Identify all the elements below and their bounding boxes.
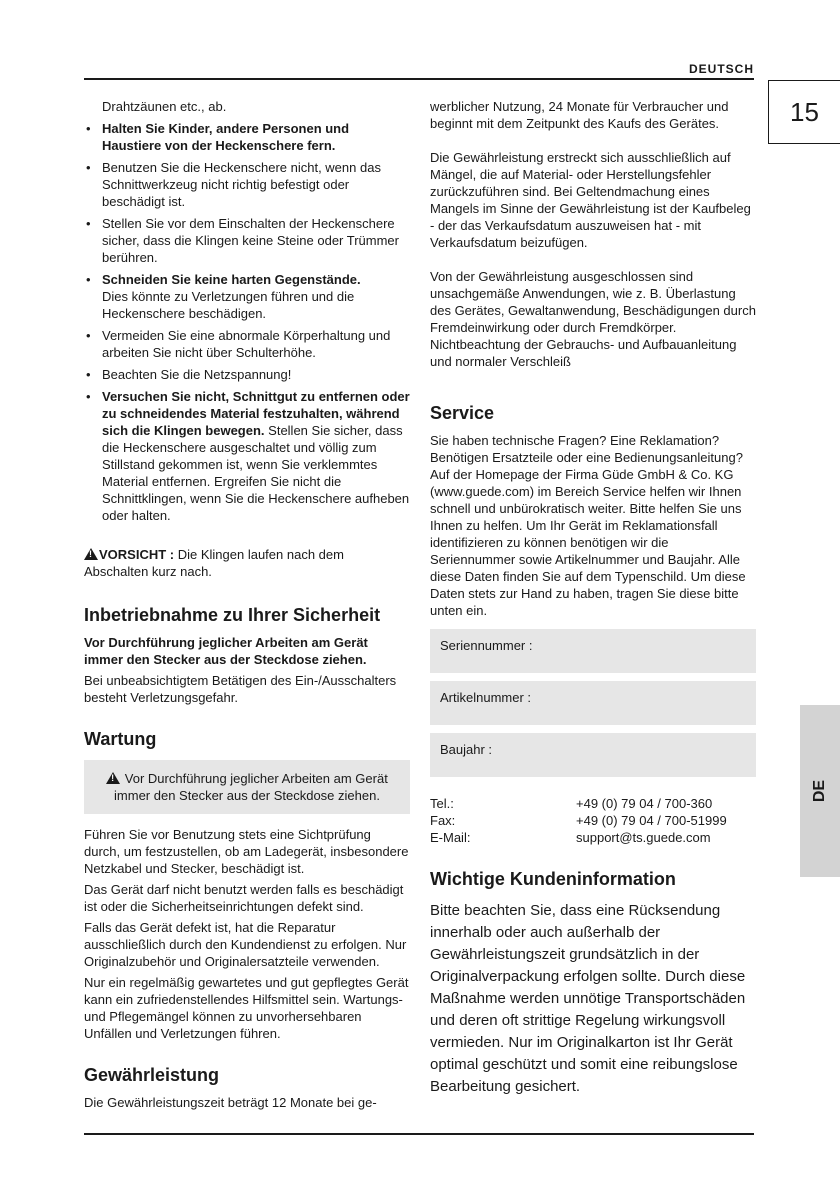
- paragraph: Führen Sie vor Benutzung stets eine Sichtprüfung durch, um festzustellen, ob am Ladegerät, insbesondere Netzkabel und Stecker, beschädigt ist.: [84, 827, 409, 876]
- year-field[interactable]: Baujahr :: [430, 733, 756, 777]
- section-inbetriebnahme: [84, 604, 410, 706]
- notice-box: ! Vor Durchführung jeglicher Arbeiten am Gerät immer den Stecker aus der Steckdose ziehen.: [84, 760, 410, 814]
- warning-icon: [106, 772, 120, 784]
- top-rule: [84, 78, 754, 80]
- section-title: Service: [430, 403, 495, 423]
- contact-block: [430, 795, 756, 846]
- language-side-tab: [800, 705, 840, 877]
- article-number-field[interactable]: Artikelnummer :: [430, 681, 756, 725]
- side-tab-label: DE: [810, 779, 828, 803]
- contact-row: Fax: +49 (0) 79 04 / 700-51999: [430, 813, 727, 828]
- section-gewaehrleistung: [84, 1064, 410, 1111]
- section-title: Wartung: [84, 729, 157, 749]
- paragraph: Sie haben technische Fragen? Eine Reklamation? Benötigen Ersatzteile oder eine Bedienungsanleitung? Auf der Homepage der Firma Güde GmbH & Co. KG (www.guede.com) im Bereich Service helfen wir Ihnen schnell und unbürokratisch weiter. Bitte helfen Sie uns Ihnen zu helfen. Um Ihr Gerät im Reklamationsfall identifizieren zu können benötigen wir die Seriennummer sowie Artikelnummer und Baujahr. Alle diese Daten finden Sie auf dem Typenschild. Um diese Daten stets zur Hand zu haben, tragen Sie diese bitte unten ein.: [430, 433, 746, 618]
- section-wartung: [84, 728, 410, 1042]
- paragraph: Das Gerät darf nicht benutzt werden falls es beschädigt ist oder die Sicherheitseinrichtungen defekt sind.: [84, 882, 404, 914]
- list-item: Drahtzäunen etc., ab.: [102, 99, 227, 114]
- bold-paragraph: Vor Durchführung jeglicher Arbeiten am Gerät immer den Stecker aus der Steckdose ziehen.: [84, 635, 368, 667]
- caution-note: !VORSICHT : Die Klingen laufen nach dem Abschalten kurz nach.: [84, 546, 410, 580]
- section-title: Wichtige Kundeninformation: [430, 869, 676, 889]
- serial-number-field[interactable]: Seriennummer :: [430, 629, 756, 673]
- section-kundeninformation: [430, 868, 756, 1098]
- list-item: • Schneiden Sie keine harten Gegenstände. Dies könnte zu Verletzungen führen und die Heckenschere beschädigen.: [84, 271, 410, 322]
- paragraph: Von der Gewährleistung ausgeschlossen sind unsachgemäße Anwendungen, wie z. B. Überlastung des Gerätes, Gewaltanwendung, Beschädigungen durch Fremdeinwirkung oder durch Fremdkörper. Nichtbeachtung der Gebrauchs- und Aufbauanleitung und normaler Verschleiß: [430, 269, 756, 369]
- list-item: • Halten Sie Kinder, andere Personen und Haustiere von der Heckenschere fern.: [84, 120, 410, 154]
- paragraph: Die Gewährleistungszeit beträgt 12 Monate bei ge-: [84, 1095, 377, 1110]
- paragraph: Die Gewährleistung erstreckt sich ausschließlich auf Mängel, die auf Material- oder Herstellungsfehler zurückzuführen sind. Bei Geltendmachung eines Mangels im Sinne der Gewährleistung ist der Kaufbeleg - der das Verkaufsdatum auszuweisen hat - mit Verkaufsdatum beizufügen.: [430, 150, 751, 250]
- page-number: 15: [768, 80, 840, 144]
- paragraph: Falls das Gerät defekt ist, hat die Reparatur ausschließlich durch den Kundendienst zu erfolgen. Nur Originalzubehör und Originalersatzteile verwenden.: [84, 920, 407, 969]
- list-item: • Beachten Sie die Netzspannung!: [84, 366, 410, 383]
- right-column: [430, 98, 756, 1098]
- contact-row: E-Mail: support@ts.guede.com: [430, 830, 711, 845]
- contact-row: Tel.: +49 (0) 79 04 / 700-360: [430, 796, 713, 811]
- language-label: DEUTSCH: [688, 62, 754, 76]
- left-column: [84, 98, 410, 1111]
- list-item: • Benutzen Sie die Heckenschere nicht, wenn das Schnittwerkzeug nicht richtig befestigt oder beschädigt ist.: [84, 159, 410, 210]
- list-item: • Vermeiden Sie eine abnormale Körperhaltung und arbeiten Sie nicht über Schulterhöhe.: [84, 327, 410, 361]
- paragraph: Bitte beachten Sie, dass eine Rücksendung innerhalb oder auch außerhalb der Gewährleistungszeit grundsätzlich in der Originalverpackung erfolgen sollte. Durch diese Maßnahme werden unnötige Transportschäden und deren oft strittige Regelung wirkungsvoll vermieden. Nur im Originalkarton ist Ihr Gerät optimal geschützt und somit eine reibungslose Bearbeitung gesichert.: [430, 902, 746, 1095]
- list-item: • Versuchen Sie nicht, Schnittgut zu entfernen oder zu schneidendes Material festzuhalten, während sich die Klingen bewegen. Stellen Sie sicher, dass die Heckenschere ausgeschaltet und völlig zum Stillstand gekommen ist, wenn Sie verklemmtes Material entfernen. Ergreifen Sie nicht die Schnittklingen, wenn Sie die Heckenschere aufheben oder halten.: [84, 388, 410, 524]
- section-title: Gewährleistung: [84, 1065, 220, 1085]
- paragraph: Nur ein regelmäßig gewartetes und gut gepflegtes Gerät kann ein zufriedenstellendes Hilfsmittel sein. Wartungs- und Pflegemängel können zu unvorhersehbaren Unfällen und Verletzungen führen.: [84, 975, 409, 1041]
- paragraph: werblicher Nutzung, 24 Monate für Verbraucher und beginnt mit dem Zeitpunkt des Kaufs des Gerätes.: [430, 99, 729, 131]
- list-item: • Stellen Sie vor dem Einschalten der Heckenschere sicher, dass die Klingen keine Steine oder Trümmer berühren.: [84, 215, 410, 266]
- section-title: Inbetriebnahme zu Ihrer Sicherheit: [84, 605, 381, 625]
- paragraph: Bei unbeabsichtigtem Betätigen des Ein-/Ausschalters besteht Verletzungsgefahr.: [84, 673, 397, 705]
- safety-list: [84, 98, 410, 524]
- section-service: [430, 402, 756, 777]
- bottom-rule: [84, 1133, 754, 1135]
- warning-icon: [84, 548, 98, 560]
